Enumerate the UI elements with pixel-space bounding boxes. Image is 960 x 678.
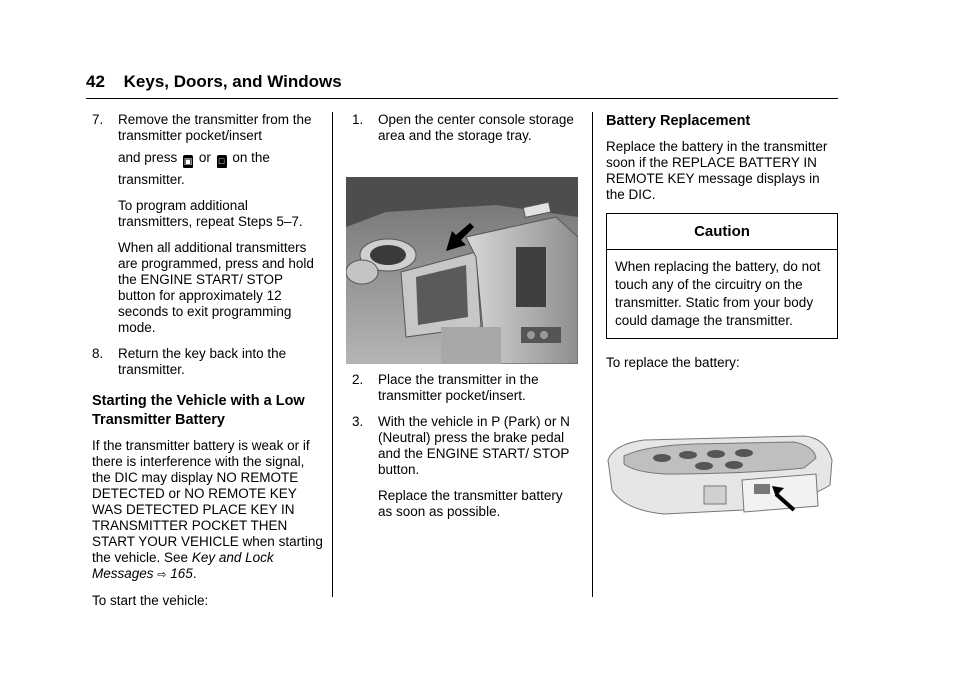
center-console-photo [346, 177, 578, 364]
caution-title: Caution [607, 214, 837, 250]
column-2 [352, 112, 580, 154]
step-number: 1. [352, 112, 364, 127]
step-8 [92, 346, 324, 378]
step-7-note-2: When all additional transmitters are programmed, press and hold the ENGINE START/ STOP button for approximately 12 seconds to exit programming mode. [118, 240, 314, 335]
step-text: Remove the transmitter from the transmitter pocket/insert [118, 112, 312, 143]
paragraph-low-battery [92, 438, 324, 583]
page-title: Keys, Doors, and Windows [123, 72, 342, 91]
header-rule [86, 98, 838, 99]
step-number: 7. [92, 112, 104, 127]
page-number: 42 [86, 72, 105, 91]
step-number: 2. [352, 372, 364, 387]
on-the-text: on the [232, 150, 270, 165]
page-ref-arrow-icon: ⇨ [157, 569, 167, 581]
step-3 [352, 414, 580, 520]
press-text: and press [118, 150, 178, 165]
step-7-note-1: To program additional transmitters, repeat Steps 5–7. [118, 198, 303, 229]
caution-box [606, 213, 838, 339]
column-divider-1 [332, 112, 333, 597]
step-text: With the vehicle in P (Park) or N (Neutral) press the brake pedal and the ENGINE START/ STOP button. [378, 414, 570, 477]
step-3-note: Replace the transmitter battery as soon as possible. [378, 488, 563, 519]
key-fob-illustration [604, 430, 838, 520]
or-text: or [198, 150, 211, 165]
section-heading-battery-replacement: Battery Replacement [606, 113, 751, 129]
step-text-press [118, 150, 324, 168]
step-text: Place the transmitter in the transmitter pocket/insert. [378, 372, 539, 403]
page-header [86, 72, 342, 92]
step-number: 8. [92, 346, 104, 361]
unlock-icon: □ [217, 155, 227, 168]
column-divider-2 [592, 112, 593, 597]
center-console-illustration [346, 177, 578, 364]
key-and-lock-messages-link[interactable]: Key and Lock Messages [92, 550, 274, 581]
paragraph-text: If the transmitter battery is weak or if there is interference with the signal, the DIC may display NO REMOTE DETECTED or NO REMOTE KEY WAS DETECTED PLACE KEY IN TRANSMITTER POCKET THEN START YOUR VEHICLE when starting the vehicle. See [92, 438, 323, 565]
column-3 [606, 112, 838, 381]
step-number: 3. [352, 414, 364, 429]
caution-body: When replacing the battery, do not touch any of the circuitry on the transmitter. Static from your body could damage the transmitter. [615, 259, 821, 328]
lock-icon: ▣ [183, 156, 193, 166]
paragraph-battery-replacement: Replace the battery in the transmitter soon if the REPLACE BATTERY IN REMOTE KEY message displays in the DIC. [606, 139, 828, 202]
section-heading-low-battery: Starting the Vehicle with a Low Transmitter Battery [92, 393, 305, 428]
step-1 [352, 112, 580, 144]
step-7 [92, 112, 324, 336]
step-text-end: transmitter. [118, 172, 185, 187]
paragraph-start-vehicle: To start the vehicle: [92, 593, 209, 608]
step-text: Return the key back into the transmitter. [118, 346, 287, 377]
step-text: Open the center console storage area and the storage tray. [378, 112, 574, 143]
key-fob-drawing [604, 430, 838, 520]
step-2 [352, 372, 580, 404]
column-1 [92, 112, 324, 619]
column-2-lower [352, 372, 580, 530]
period: . [192, 566, 197, 581]
paragraph-replace-battery: To replace the battery: [606, 355, 740, 370]
page-ref-number[interactable]: 165 [170, 566, 193, 581]
